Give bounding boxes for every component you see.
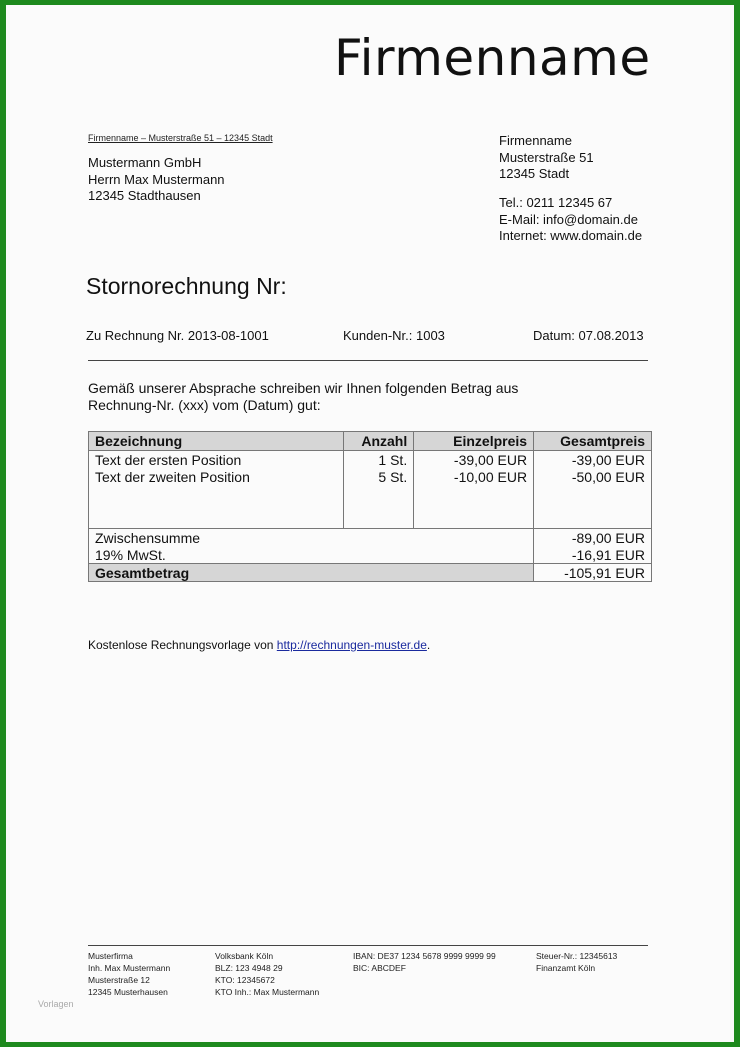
recipient-address bbox=[88, 155, 225, 205]
footer-line: KTO: 12345672 bbox=[215, 975, 275, 985]
tax-row bbox=[89, 546, 652, 564]
contact-email: E-Mail: info@domain.de bbox=[499, 211, 638, 227]
footer-line: BIC: ABCDEF bbox=[353, 963, 406, 973]
item-description: Text der ersten Position bbox=[89, 451, 344, 469]
footer-line: Finanzamt Köln bbox=[536, 963, 596, 973]
item-unit-price: -10,00 EUR bbox=[414, 468, 534, 485]
divider bbox=[88, 360, 648, 361]
credit-suffix: . bbox=[426, 638, 431, 652]
tax-label: 19% MwSt. bbox=[89, 546, 534, 564]
customer-number: Kunden-Nr.: 1003 bbox=[343, 328, 445, 343]
item-description: Text der zweiten Position bbox=[89, 468, 344, 485]
footer-divider bbox=[88, 945, 648, 946]
recipient-line: 12345 Stadthausen bbox=[88, 188, 201, 203]
table-empty-space bbox=[89, 485, 652, 529]
total-label: Gesamtbetrag bbox=[89, 564, 534, 582]
item-total-price: -50,00 EUR bbox=[534, 468, 652, 485]
credit-text: Kostenlose Rechnungsvorlage von bbox=[88, 638, 277, 652]
table-row bbox=[89, 451, 652, 469]
footer-line: Musterfirma bbox=[88, 951, 133, 961]
template-credit bbox=[88, 638, 430, 652]
footer-line: Steuer-Nr.: 12345613 bbox=[536, 951, 618, 961]
table-header-row bbox=[89, 432, 652, 451]
footer-line: BLZ: 123 4948 29 bbox=[215, 963, 283, 973]
sender-address bbox=[499, 133, 594, 183]
sender-line: Firmenname bbox=[499, 133, 572, 148]
subtotal-label: Zwischensumme bbox=[89, 529, 534, 547]
footer-line: Volksbank Köln bbox=[215, 951, 274, 961]
credit-link[interactable]: http://rechnungen-muster.de bbox=[276, 638, 427, 652]
subtotal-value: -89,00 EUR bbox=[534, 529, 652, 547]
recipient-line: Herrn Max Mustermann bbox=[88, 171, 225, 187]
footer-bank bbox=[215, 950, 319, 998]
col-header-total-price: Gesamtpreis bbox=[534, 432, 652, 451]
footer-line: Inh. Max Mustermann bbox=[88, 963, 171, 973]
intro-line: Gemäß unserer Absprache schreiben wir Ihnen folgenden Betrag aus bbox=[88, 380, 519, 396]
footer-line: 12345 Musterhausen bbox=[88, 987, 168, 997]
invoice-date: Datum: 07.08.2013 bbox=[533, 328, 644, 343]
item-unit-price: -39,00 EUR bbox=[414, 451, 534, 469]
sender-line: Musterstraße 51 bbox=[499, 149, 594, 165]
total-row bbox=[89, 564, 652, 582]
footer-company bbox=[88, 950, 170, 998]
document-title: Stornorechnung Nr: bbox=[86, 273, 287, 299]
tax-value: -16,91 EUR bbox=[534, 546, 652, 564]
sender-return-line: Firmenname – Musterstraße 51 – 12345 Stadt bbox=[88, 133, 273, 143]
item-quantity: 1 St. bbox=[344, 451, 414, 469]
item-quantity: 5 St. bbox=[344, 468, 414, 485]
item-total-price: -39,00 EUR bbox=[534, 451, 652, 469]
company-title: Firmenname bbox=[334, 29, 651, 87]
col-header-unit-price: Einzelpreis bbox=[414, 432, 534, 451]
table-row bbox=[89, 468, 652, 485]
contact-phone: Tel.: 0211 12345 67 bbox=[499, 195, 613, 210]
invoice-reference: Zu Rechnung Nr. 2013-08-1001 bbox=[86, 328, 269, 343]
footer-iban bbox=[353, 950, 496, 974]
intro-line: Rechnung-Nr. (xxx) vom (Datum) gut: bbox=[88, 397, 321, 413]
intro-text bbox=[88, 380, 608, 414]
contact-website: Internet: www.domain.de bbox=[499, 228, 643, 243]
footer-line: KTO Inh.: Max Mustermann bbox=[215, 987, 320, 997]
col-header-quantity: Anzahl bbox=[344, 432, 414, 451]
total-value: -105,91 EUR bbox=[534, 564, 652, 582]
contact-info bbox=[499, 195, 642, 245]
line-items-table bbox=[88, 431, 652, 582]
invoice-page bbox=[6, 5, 734, 1042]
footer-line: Musterstraße 12 bbox=[88, 975, 150, 985]
footer-tax bbox=[536, 950, 617, 974]
col-header-description: Bezeichnung bbox=[89, 432, 344, 451]
subtotal-row bbox=[89, 529, 652, 547]
recipient-line: Mustermann GmbH bbox=[88, 155, 202, 170]
sender-line: 12345 Stadt bbox=[499, 166, 570, 181]
footer-line: IBAN: DE37 1234 5678 9999 9999 99 bbox=[353, 951, 496, 961]
watermark: Vorlagen bbox=[38, 999, 74, 1009]
